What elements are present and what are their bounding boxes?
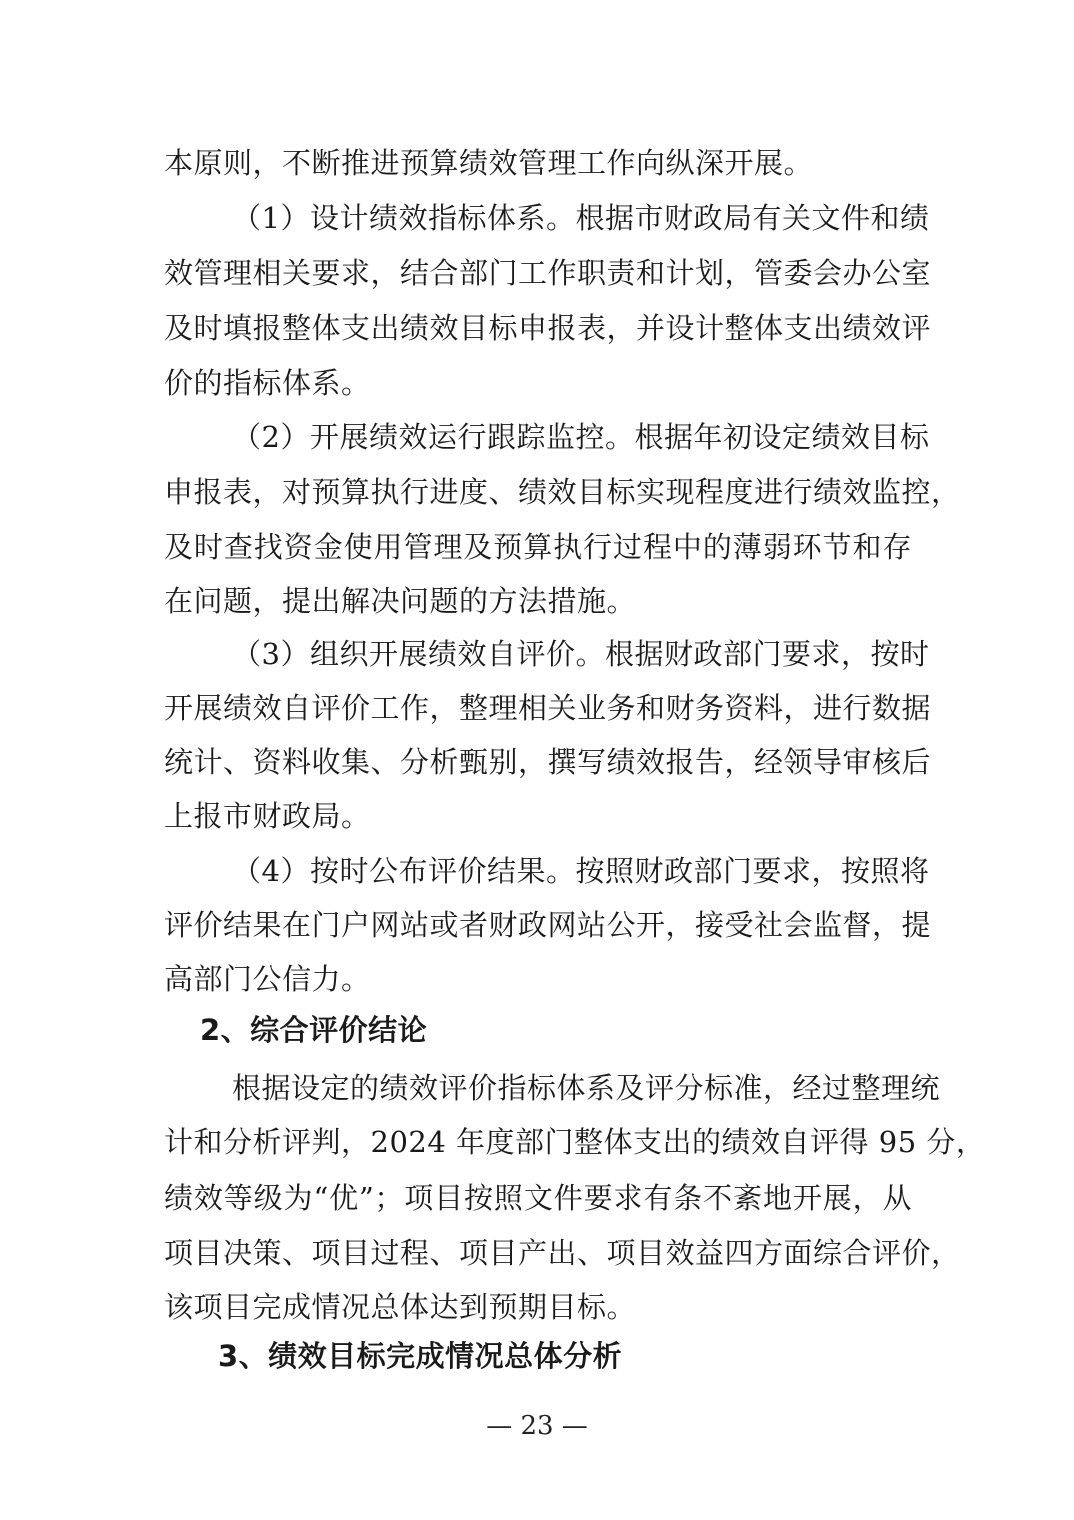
paragraph-line: （1）设计绩效指标体系。根据市财政局有关文件和绩 [232,201,930,235]
section-heading: 3、绩效目标完成情况总体分析 [218,1339,623,1373]
paragraph-line: （2）开展绩效运行跟踪监控。根据年初设定绩效目标 [232,420,930,454]
paragraph-line: 该项目完成情况总体达到预期目标。 [164,1290,637,1324]
paragraph-line: 价的指标体系。 [164,366,371,400]
paragraph-line: 高部门公信力。 [164,962,371,996]
paragraph-line: 项目决策、项目过程、项目产出、项目效益四方面综合评价， [164,1236,961,1270]
paragraph-line: 上报市财政局。 [164,799,371,833]
paragraph-line: （3）组织开展绩效自评价。根据财政部门要求，按时 [232,637,930,671]
paragraph-line: 统计、资料收集、分析甄别，撰写绩效报告，经领导审核后 [164,745,932,779]
paragraph-line: 在问题，提出解决问题的方法措施。 [164,584,637,618]
paragraph-line: 本原则，不断推进预算绩效管理工作向纵深开展。 [164,146,814,180]
paragraph-line: 根据设定的绩效评价指标体系及评分标准，经过整理统 [232,1071,941,1105]
paragraph-line: 申报表，对预算执行进度、绩效目标实现程度进行绩效监控， [164,475,961,509]
section-heading: 2、综合评价结论 [200,1013,428,1047]
paragraph-line: 及时查找资金使用管理及预算执行过程中的薄弱环节和存 [164,530,912,564]
paragraph-line: 评价结果在门户网站或者财政网站公开，接受社会监督，提 [164,908,932,942]
paragraph-line: 及时填报整体支出绩效目标申报表，并设计整体支出绩效评 [164,311,932,345]
page-number: — 23 — [486,1411,588,1441]
paragraph-line: 绩效等级为“优”；项目按照文件要求有条不紊地开展，从 [164,1181,912,1215]
paragraph-line: 效管理相关要求，结合部门工作职责和计划，管委会办公室 [164,256,932,290]
paragraph-line: 计和分析评判，2024 年度部门整体支出的绩效自评得 95 分， [164,1125,986,1159]
paragraph-line: 开展绩效自评价工作，整理相关业务和财务资料，进行数据 [164,691,932,725]
paragraph-line: （4）按时公布评价结果。按照财政部门要求，按照将 [232,854,930,888]
